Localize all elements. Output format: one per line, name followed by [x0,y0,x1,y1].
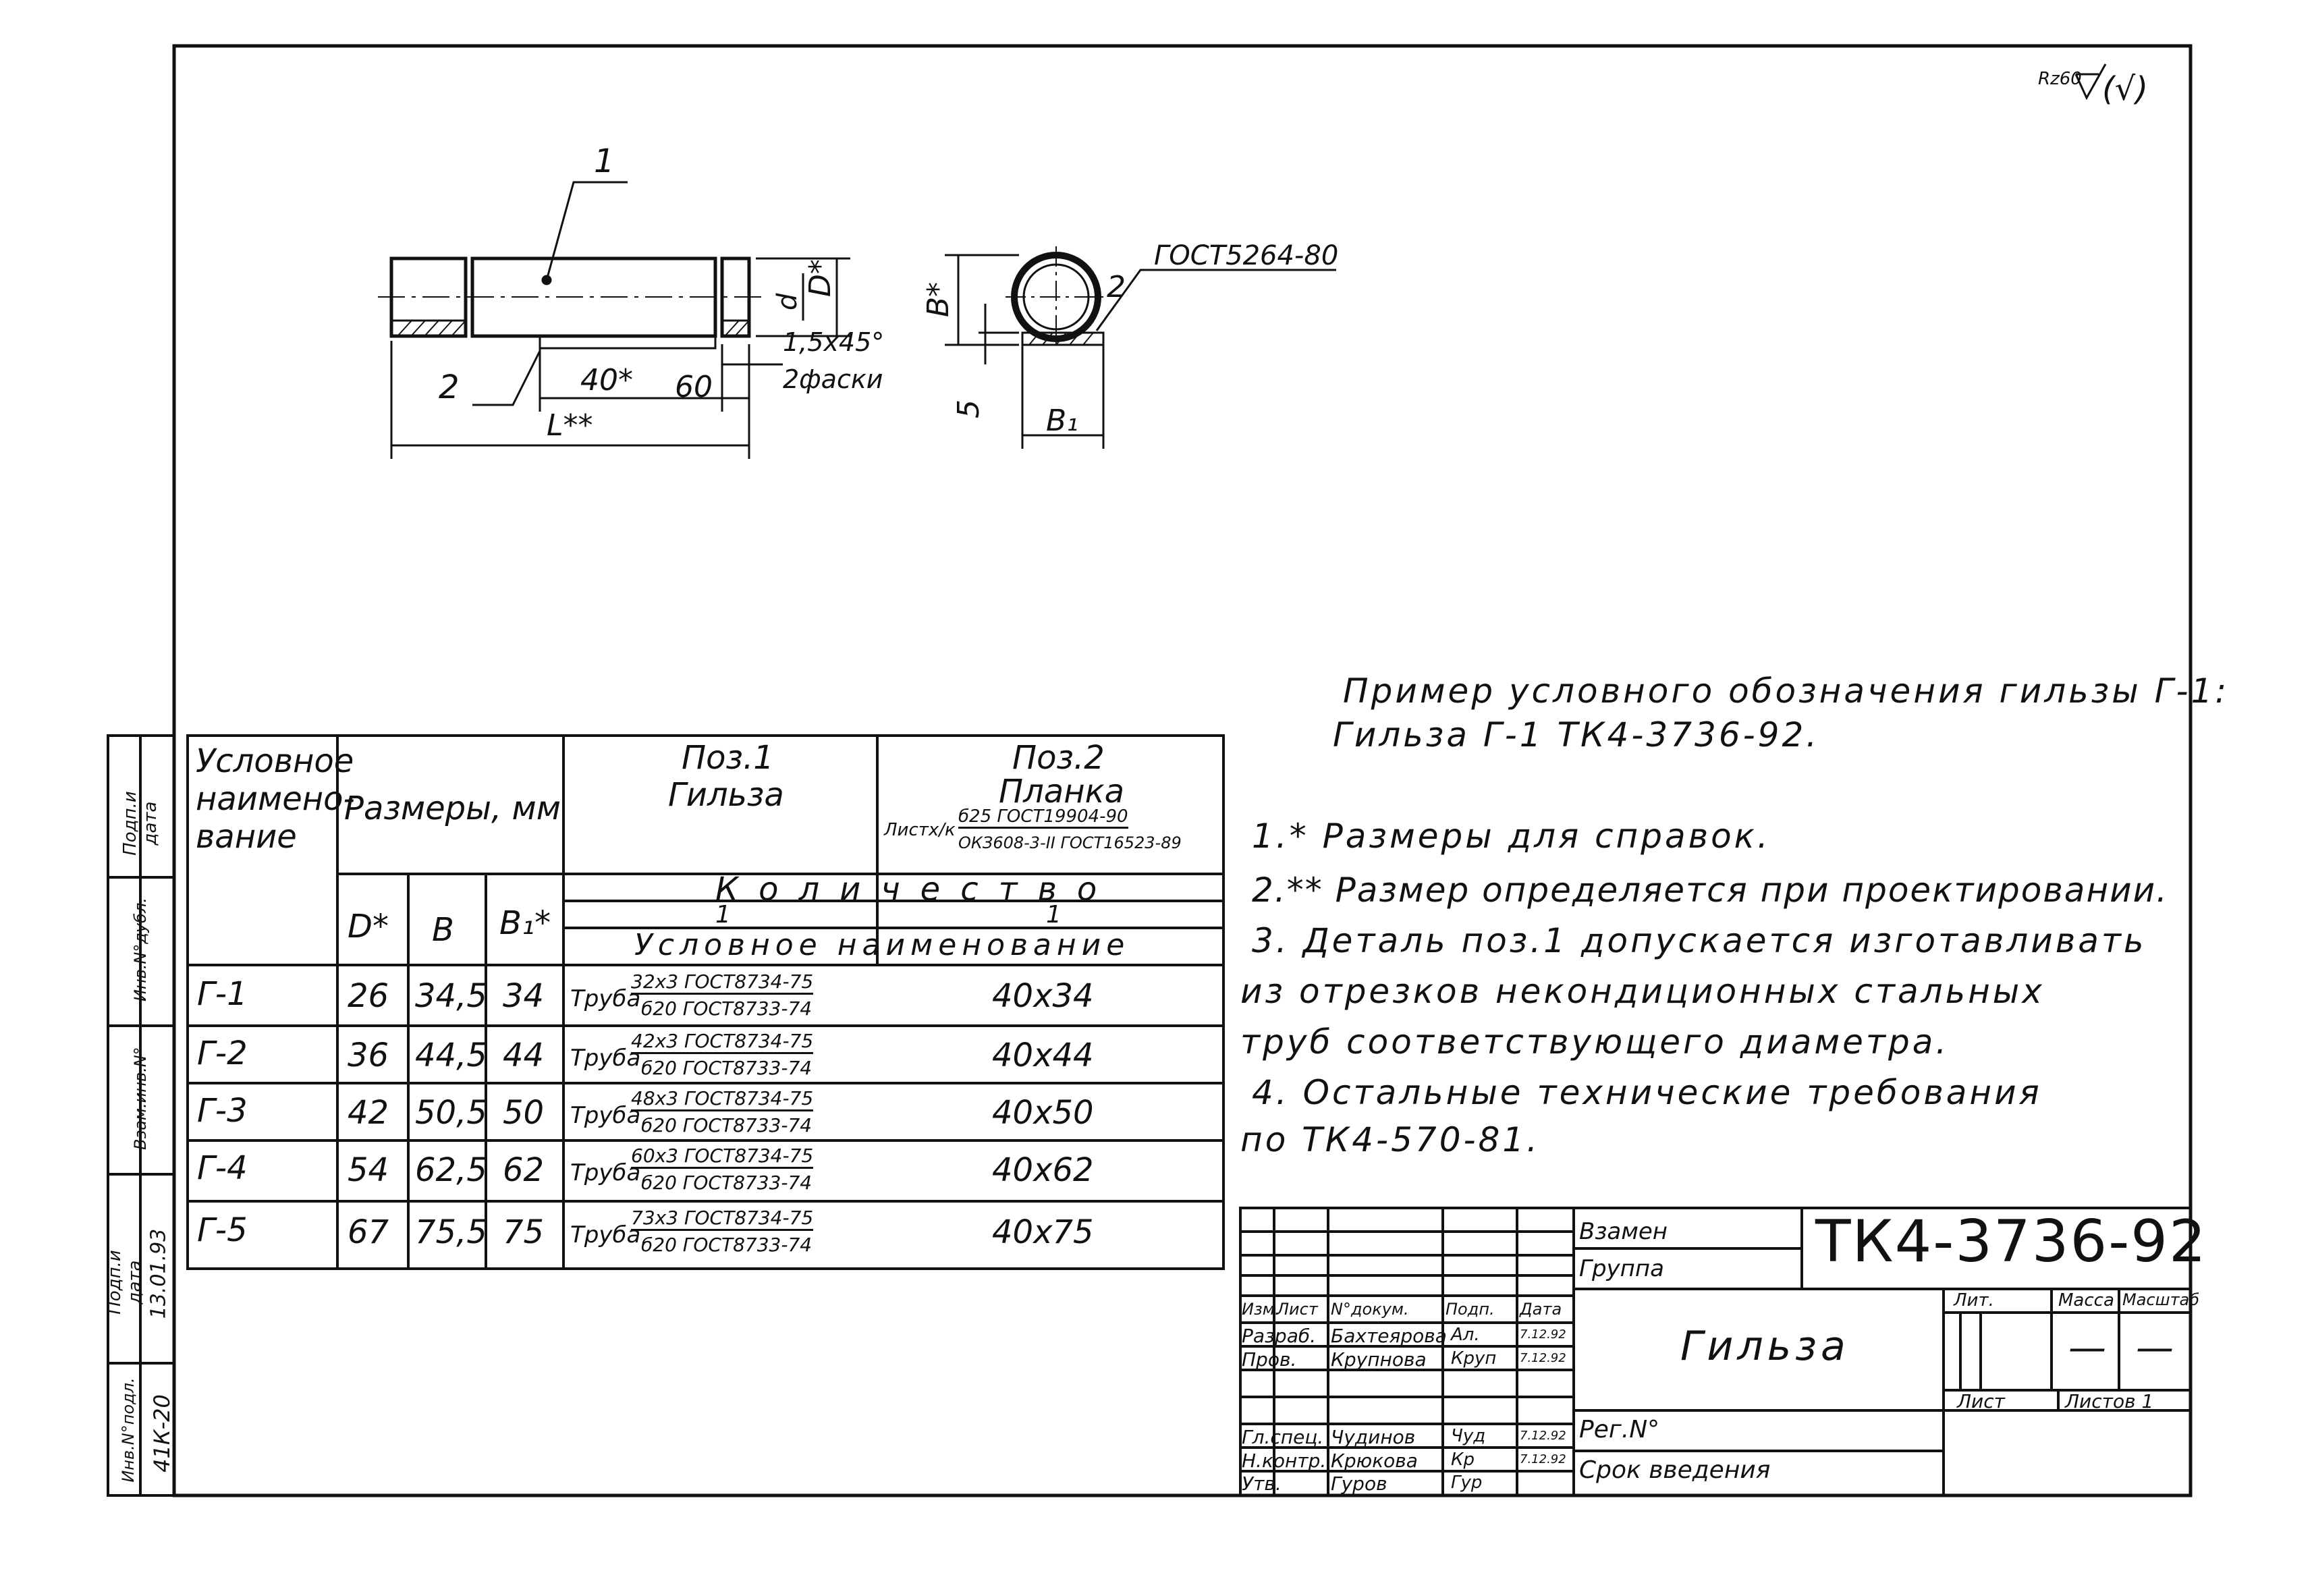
col-izm: Изм. [1242,1300,1280,1319]
sheet-label: Лист [1957,1390,2005,1412]
row-name: Г-2 [197,1035,248,1072]
svg-text:(√): (√) [2102,70,2149,108]
lit-label: Лит. [1954,1290,1994,1311]
row-plate: 40х44 [992,1037,1094,1074]
massa-label: Масса [2058,1290,2114,1311]
role: Разраб. [1242,1325,1317,1347]
header-name-line: вание [196,818,297,856]
svg-text:Rz60: Rz60 [2038,69,2082,89]
col-date: Дата [1520,1300,1562,1319]
role: Гл.спец. [1242,1426,1324,1448]
sign-date: 7.12.92 [1520,1452,1566,1466]
row-pipe: Труба [570,985,641,1012]
header-pos1: Поз.1 [682,739,774,777]
row-pipe-top: 32х3 ГОСТ8734-75 [631,970,813,995]
roughness-mark [2038,64,2148,108]
signature: Чуд [1451,1426,1486,1446]
header-B1: B₁* [499,904,551,942]
svg-text:2: 2 [1107,270,1126,304]
podp-data-value: 13.01.93 [146,1228,171,1319]
row-B1: 75 [503,1213,545,1251]
row-pipe-top: 73х3 ГОСТ8734-75 [631,1207,813,1231]
massa-value: — [2068,1326,2106,1370]
podp-data-label: Подп.и дата [105,1250,145,1315]
svg-text:1: 1 [594,142,615,180]
sheets-label: Листов 1 [2065,1390,2154,1412]
header-qty2: 1 [1046,901,1062,929]
role: Н.контр. [1242,1450,1327,1472]
header-pos2-top: б25 ГОСТ19904-90 [958,806,1128,829]
header-pos1-name: Гильза [668,776,784,814]
note-4a: 4. Остальные технические требования [1252,1073,2042,1112]
svg-text:40*: 40* [580,363,633,397]
row-plate: 40х34 [992,977,1094,1015]
row-pipe: Труба [570,1159,641,1186]
signature: Круп [1451,1348,1497,1369]
role: Пров. [1242,1348,1297,1371]
row-pipe-top: 60х3 ГОСТ8734-75 [631,1145,813,1169]
svg-text:5: 5 [952,400,986,418]
inv-dubl-label: Инв.N°дубл. [131,898,150,1001]
row-B: 75,5 [415,1213,487,1251]
row-B1: 44 [503,1037,545,1074]
row-pipe-bot: б20 ГОСТ8733-74 [641,997,813,1020]
row-name: Г-1 [197,975,248,1013]
svg-text:d: d [772,293,803,310]
signature: Гур [1451,1473,1483,1493]
header-name-cell [196,742,355,856]
inv-podl-value: 41К-20 [149,1394,175,1473]
gruppa-label: Группа [1579,1255,1664,1282]
header-D: D* [348,908,389,945]
header-pos2-bot: ОКЗ608-3-II ГОСТ16523-89 [958,833,1182,852]
row-D: 26 [348,977,389,1015]
row-pipe-top: 42х3 ГОСТ8734-75 [631,1030,813,1054]
row-B: 34,5 [415,977,487,1015]
row-D: 42 [348,1094,389,1132]
col-list: Лист [1277,1300,1318,1319]
header-qty1: 1 [715,901,731,929]
row-D: 54 [348,1151,389,1189]
header-pos2: Поз.2 [1012,739,1105,777]
svg-text:2фаски: 2фаски [783,364,883,394]
person-name: Бахтеярова [1331,1325,1447,1347]
row-pipe-bot: б20 ГОСТ8733-74 [641,1114,813,1136]
header-name-line: Условное [196,742,354,780]
row-plate: 40х62 [992,1151,1094,1189]
svg-text:B₁: B₁ [1046,404,1078,438]
row-pipe: Труба [570,1045,641,1072]
svg-text:L**: L** [547,408,593,443]
header-sizes: Размеры, мм [344,790,561,827]
sign-date: 7.12.92 [1520,1351,1566,1365]
header-pos2-name: Планка [999,773,1124,810]
person-name: Гуров [1331,1473,1387,1495]
person-name: Крупнова [1331,1348,1427,1371]
note-3b: из отрезков некондиционных стальных [1240,972,2045,1011]
row-B: 50,5 [415,1094,487,1132]
row-pipe: Труба [570,1221,641,1248]
header-pos2-sheet: Листх/к [884,820,956,840]
podp-data-top-label: Подп.и дата [120,791,161,856]
row-B1: 50 [503,1094,545,1132]
row-B1: 34 [503,977,545,1015]
signature: Ал. [1451,1325,1480,1345]
svg-text:2: 2 [439,368,460,406]
masshtab-value: — [2136,1326,2174,1370]
row-D: 36 [348,1037,389,1074]
row-pipe-bot: б20 ГОСТ8733-74 [641,1172,813,1194]
header-cond-name: Условное наименование [634,928,1130,962]
inv-podl-label: Инв.N°подл. [119,1377,138,1483]
note-4b: по ТК4-570-81. [1240,1120,1541,1159]
note-3c: труб соответствующего диаметра. [1240,1022,1950,1062]
person-name: Крюкова [1331,1450,1418,1472]
document-code: ТК4-3736-92 [1815,1208,2207,1275]
example-line-2: Гильза Г-1 ТК4-3736-92. [1333,715,1820,754]
col-doc: N°докум. [1331,1300,1409,1319]
srok-label: Срок введения [1579,1456,1771,1484]
svg-text:B*: B* [921,281,956,317]
note-3a: 3. Деталь поз.1 допускается изготавливать [1252,921,2147,960]
vzamen-label: Взамен [1579,1218,1668,1245]
sign-date: 7.12.92 [1520,1429,1566,1443]
row-B1: 62 [503,1151,545,1189]
row-pipe-top: 48х3 ГОСТ8734-75 [631,1087,813,1111]
sleeve-end-view [945,246,1336,449]
row-B: 44,5 [415,1037,487,1074]
row-plate: 40х75 [992,1213,1094,1251]
svg-text:D*: D* [803,259,837,297]
col-podp: Подп. [1446,1300,1495,1319]
header-B: B [432,911,454,949]
row-plate: 40х50 [992,1094,1094,1132]
svg-text:1,5x45°: 1,5x45° [783,327,885,357]
row-pipe-bot: б20 ГОСТ8733-74 [641,1234,813,1256]
reg-label: Рег.N° [1579,1416,1660,1443]
row-B: 62,5 [415,1151,487,1189]
header-name-line: наимено- [196,780,355,818]
note-2: 2.** Размер определяется при проектировании. [1252,871,2169,910]
vzam-inv-label: Взам.инв.N° [131,1047,150,1150]
sleeve-side-view [378,182,850,459]
signature: Кр [1451,1450,1475,1470]
person-name: Чудинов [1331,1426,1416,1448]
svg-text:ГОСТ5264-80: ГОСТ5264-80 [1154,240,1339,271]
row-name: Г-3 [197,1092,248,1130]
sign-date: 7.12.92 [1520,1327,1566,1342]
row-name: Г-5 [197,1211,248,1249]
row-name: Г-4 [197,1149,248,1187]
note-1: 1.* Размеры для справок. [1252,817,1771,856]
svg-text:60: 60 [675,370,713,404]
row-D: 67 [348,1213,389,1251]
masshtab-label: Масштаб [2122,1290,2200,1309]
header-qty: Количество [715,871,1118,908]
part-name: Гильза [1680,1323,1850,1370]
role: Утв. [1242,1473,1282,1495]
example-line-1: Пример условного обозначения гильзы Г-1: [1343,671,2230,711]
row-pipe-bot: б20 ГОСТ8733-74 [641,1057,813,1079]
row-pipe: Труба [570,1102,641,1129]
end-view-labels [921,240,1338,438]
